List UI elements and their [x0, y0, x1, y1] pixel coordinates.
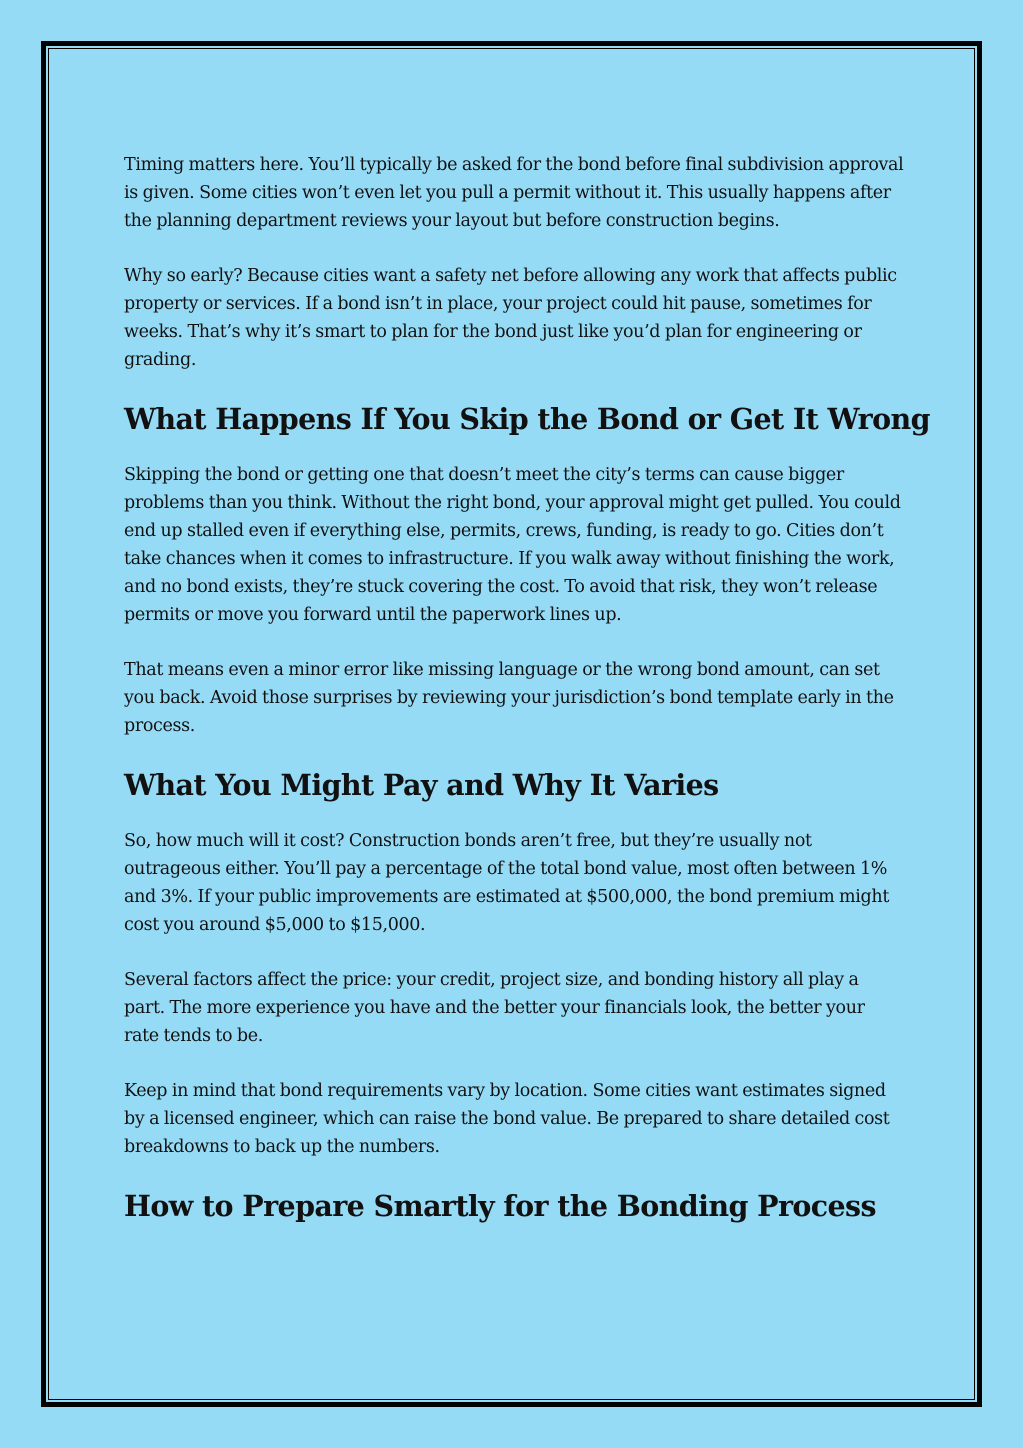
document-body — [124, 151, 930, 1248]
heading-what-you-pay: What You Might Pay and Why It Varies — [124, 768, 719, 802]
heading-skip-bond: What Happens If You Skip the Bond or Get It Wrong — [124, 402, 930, 436]
paragraph-cost: So, how much will it cost? Construction bonds aren’t free, but they’re usually not outrageous either. You’ll pay a percentage of the total bond value, most often between 1% and 3%. If your public improvements are estimated at $500,000, the bond premium might cost you around $5,000 to $15,000. — [124, 831, 890, 935]
paragraph-skipping-consequences: Skipping the bond or getting one that doesn’t meet the city’s terms can cause bigger problems than you think. Without the right bond, your approval might get pulled. You could end up stalled even if everything else, permits, crews, funding, is ready to go. Cities don’t take chances when it comes to infrastructure. If you walk away without finishing the work, and no bond exists, they’re stuck covering the cost. To avoid that risk, they won’t release permits or move you forward until the paperwork lines up. — [124, 465, 901, 625]
heading-prepare-bonding: How to Prepare Smartly for the Bonding Process — [124, 1189, 876, 1223]
paragraph-minor-errors: That means even a minor error like missing language or the wrong bond amount, can set you back. Avoid those surprises by reviewing your jurisdiction’s bond template early in the process. — [124, 660, 894, 736]
paragraph-why-early: Why so early? Because cities want a safety net before allowing any work that affects public property or services. If a bond isn’t in place, your project could hit pause, sometimes for weeks. That’s why it’s smart to plan for the bond just like you’d plan for engineering or grading. — [124, 266, 897, 370]
paragraph-bond-timing: Timing matters here. You’ll typically be asked for the bond before final subdivision approval is given. Some cities won’t even let you pull a permit without it. This usually happens after the planning department reviews your layout but before construction begins. — [124, 155, 904, 231]
paragraph-price-factors: Several factors affect the price: your credit, project size, and bonding history all play a part. The more experience you have and the better your financials look, the better your rate tends to be. — [124, 970, 865, 1046]
paragraph-location-requirements: Keep in mind that bond requirements vary by location. Some cities want estimates signed by a licensed engineer, which can raise the bond value. Be prepared to share detailed cost breakdowns to back up the numbers. — [124, 1081, 890, 1157]
